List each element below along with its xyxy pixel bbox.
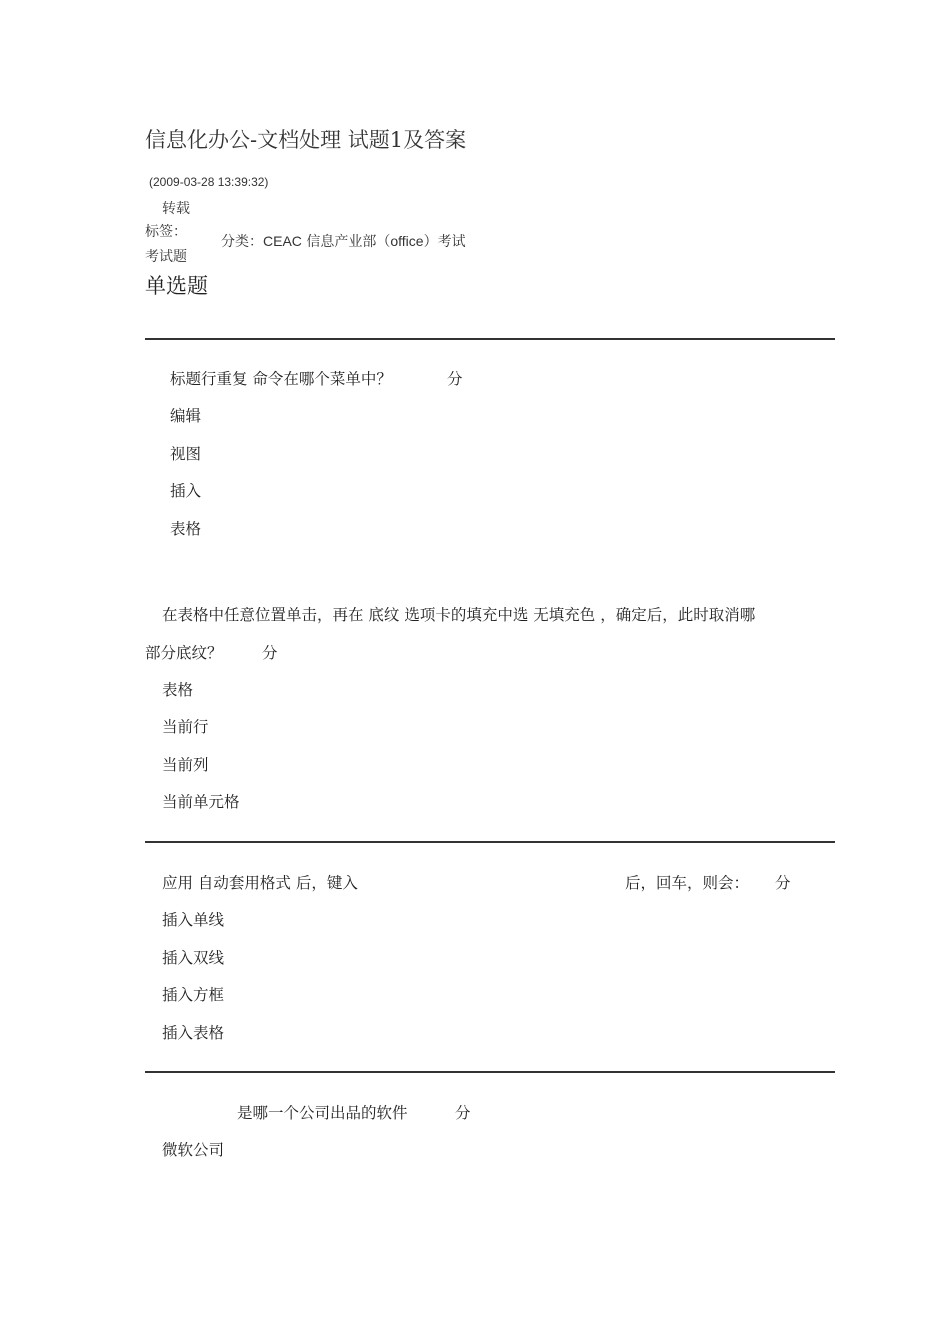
question-1-option[interactable]: 表格 xyxy=(170,520,202,538)
category-label: 分类： xyxy=(221,234,263,250)
post-date: (2009-03-28 13:39:32) xyxy=(149,175,269,189)
question-1-option[interactable]: 视图 xyxy=(170,445,202,463)
question-1-text: 标题行重复 命令在哪个菜单中？ xyxy=(170,370,392,388)
question-1-option[interactable]: 编辑 xyxy=(170,407,202,425)
question-3-text-cont: 后，回车，则会： xyxy=(625,874,750,892)
page-title: 信息化办公-文档处理 试题1及答案 xyxy=(145,128,467,152)
question-3-option[interactable]: 插入单线 xyxy=(162,911,225,929)
category-line xyxy=(221,231,466,251)
question-2-text: 在表格中任意位置单击，再在 底纹 选项卡的填充中选 无填充色 ，确定后，此时取消哪 xyxy=(162,606,756,624)
question-3-text: 应用 自动套用格式 后，键入 xyxy=(162,874,358,892)
question-4-text: 是哪一个公司出品的软件 xyxy=(237,1104,408,1122)
tag-link[interactable]: 考试题 xyxy=(145,249,187,265)
question-2-option[interactable]: 当前行 xyxy=(162,718,209,736)
question-1-option[interactable]: 插入 xyxy=(170,482,202,500)
section-title: 单选题 xyxy=(145,274,208,298)
question-2-score: 分 xyxy=(262,644,278,662)
divider xyxy=(145,1071,835,1073)
question-4-score: 分 xyxy=(455,1104,471,1122)
divider xyxy=(145,841,835,843)
category-org: CEAC xyxy=(263,233,302,249)
category-exam: ）考试 xyxy=(423,234,466,250)
tags-label: 标签： xyxy=(145,224,187,240)
question-3-option[interactable]: 插入方框 xyxy=(162,986,225,1004)
category-text: 信息产业部（ xyxy=(301,234,391,250)
question-2-option[interactable]: 表格 xyxy=(162,681,194,699)
repost-label: 转载 xyxy=(162,201,190,217)
question-1-score: 分 xyxy=(447,370,463,388)
category-office: office xyxy=(390,233,424,249)
question-2-option[interactable]: 当前列 xyxy=(162,756,209,774)
question-3-option[interactable]: 插入双线 xyxy=(162,949,225,967)
question-3-option[interactable]: 插入表格 xyxy=(162,1024,225,1042)
question-2-option[interactable]: 当前单元格 xyxy=(162,793,240,811)
question-4-option[interactable]: 微软公司 xyxy=(162,1141,225,1159)
question-2-text-cont: 部分底纹？ xyxy=(145,644,223,662)
question-3-score: 分 xyxy=(775,874,791,892)
divider xyxy=(145,338,835,340)
